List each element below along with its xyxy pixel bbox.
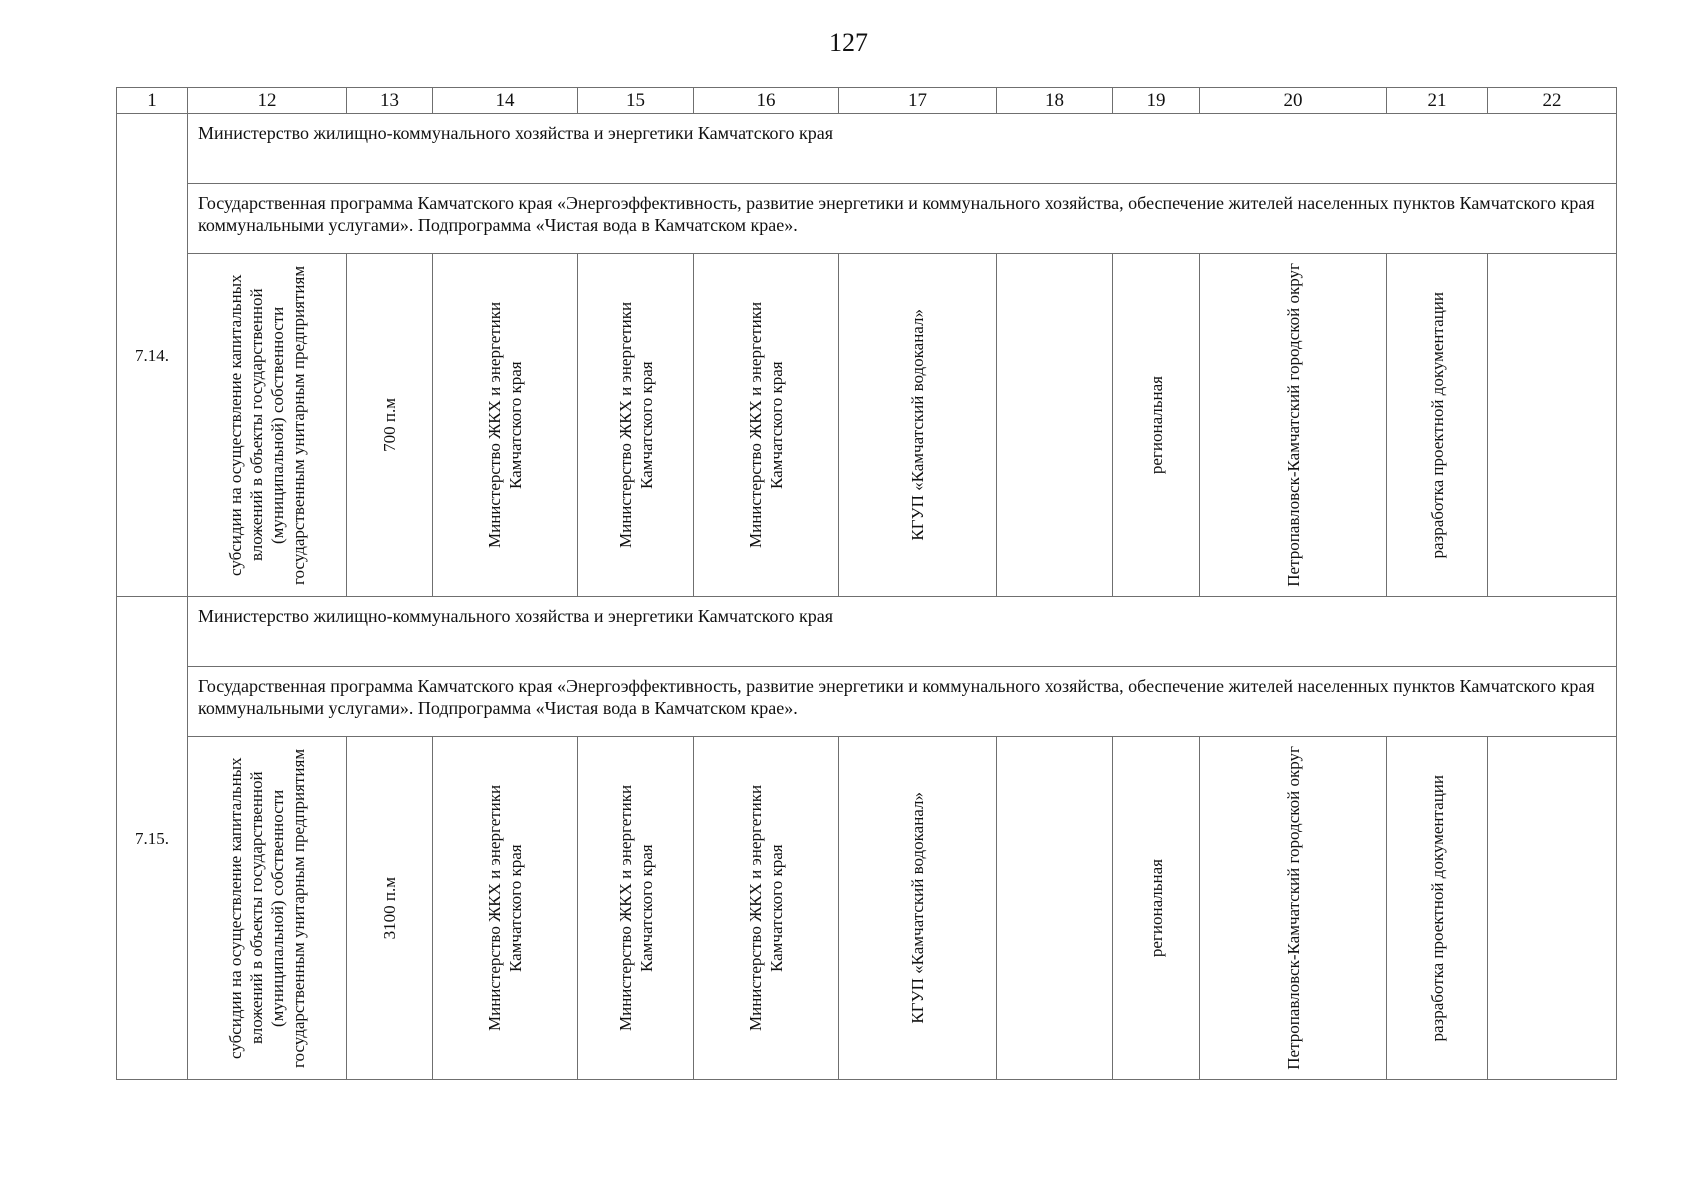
header-cell-22: 22 xyxy=(1488,88,1617,114)
header-cell-19: 19 xyxy=(1113,88,1200,114)
cell-text: Министерство ЖКХ и энергетики Камчатского края xyxy=(485,784,525,1032)
ministry-title: Министерство жилищно-коммунального хозяйства и энергетики Камчатского края xyxy=(188,597,1617,667)
header-cell-18: 18 xyxy=(997,88,1113,114)
cell-text: региональная xyxy=(1146,375,1166,475)
cell-col-22 xyxy=(1488,737,1617,1080)
cell-text: 3100 п.м xyxy=(380,876,399,940)
table-row xyxy=(117,667,1617,737)
table-row xyxy=(117,597,1617,667)
header-cell-12: 12 xyxy=(188,88,347,114)
ministry-title: Министерство жилищно-коммунального хозяйства и энергетики Камчатского края xyxy=(188,114,1617,184)
cell-col-20 xyxy=(1200,254,1387,597)
cell-text: региональная xyxy=(1146,858,1166,958)
row-number: 7.14. xyxy=(117,114,188,597)
cell-text: субсидии на осуществление капитальных вложений в объекты государственной (муниципальной) собственности государственным унитарным предприятиям xyxy=(226,265,308,585)
cell-col-13 xyxy=(347,737,433,1080)
header-cell-14: 14 xyxy=(433,88,578,114)
page-number: 127 xyxy=(829,28,868,57)
cell-text: 700 п.м xyxy=(380,398,399,452)
cell-col-14 xyxy=(433,737,578,1080)
cell-text: Министерство ЖКХ и энергетики Камчатского края xyxy=(615,784,656,1032)
cell-col-12 xyxy=(188,737,347,1080)
cell-col-19 xyxy=(1113,254,1200,597)
cell-col-22 xyxy=(1488,254,1617,597)
cell-text: КГУП «Камчатский водоканал» xyxy=(908,309,927,541)
table-row xyxy=(117,184,1617,254)
cell-col-19 xyxy=(1113,737,1200,1080)
cell-text: разработка проектной документации xyxy=(1427,774,1447,1042)
header-cell-13: 13 xyxy=(347,88,433,114)
cell-col-20 xyxy=(1200,737,1387,1080)
table-row xyxy=(117,114,1617,184)
cell-col-21 xyxy=(1387,254,1488,597)
cell-text: субсидии на осуществление капитальных вложений в объекты государственной (муниципальной) собственности государственным унитарным предприятиям xyxy=(226,748,308,1068)
program-title: Государственная программа Камчатского края «Энергоэффективность, развитие энергетики и коммунального хозяйства, обеспечение жителей населенных пунктов Камчатского края коммунальными услугами». Подпрограмма «Чистая вода в Камчатском крае». xyxy=(188,184,1617,254)
header-cell-15: 15 xyxy=(578,88,694,114)
cell-col-15 xyxy=(578,254,694,597)
cell-text: Министерство ЖКХ и энергетики Камчатского края xyxy=(746,784,786,1032)
cell-col-18 xyxy=(997,254,1113,597)
cell-col-16 xyxy=(694,254,839,597)
cell-col-15 xyxy=(578,737,694,1080)
cell-col-21 xyxy=(1387,737,1488,1080)
cell-col-17 xyxy=(839,737,997,1080)
cell-col-14 xyxy=(433,254,578,597)
program-title: Государственная программа Камчатского края «Энергоэффективность, развитие энергетики и коммунального хозяйства, обеспечение жителей населенных пунктов Камчатского края коммунальными услугами». Подпрограмма «Чистая вода в Камчатском крае». xyxy=(188,667,1617,737)
cell-col-12 xyxy=(188,254,347,597)
header-cell-21: 21 xyxy=(1387,88,1488,114)
header-row xyxy=(117,88,1617,114)
header-cell-20: 20 xyxy=(1200,88,1387,114)
row-number: 7.15. xyxy=(117,597,188,1080)
cell-text: Петропавловск-Камчатский городской округ xyxy=(1283,746,1303,1070)
cell-col-17 xyxy=(839,254,997,597)
header-cell-16: 16 xyxy=(694,88,839,114)
cell-col-13 xyxy=(347,254,433,597)
header-cell-1: 1 xyxy=(117,88,188,114)
cell-text: КГУП «Камчатский водоканал» xyxy=(908,792,927,1024)
cell-text: Петропавловск-Камчатский городской округ xyxy=(1283,263,1303,587)
cell-text: Министерство ЖКХ и энергетики Камчатского края xyxy=(615,301,656,549)
table-row xyxy=(117,737,1617,1080)
table-row xyxy=(117,254,1617,597)
header-cell-17: 17 xyxy=(839,88,997,114)
cell-col-18 xyxy=(997,737,1113,1080)
cell-col-16 xyxy=(694,737,839,1080)
cell-text: разработка проектной документации xyxy=(1427,291,1447,559)
cell-text: Министерство ЖКХ и энергетики Камчатского края xyxy=(746,301,786,549)
cell-text: Министерство ЖКХ и энергетики Камчатского края xyxy=(485,301,525,549)
data-table xyxy=(116,87,1617,1080)
